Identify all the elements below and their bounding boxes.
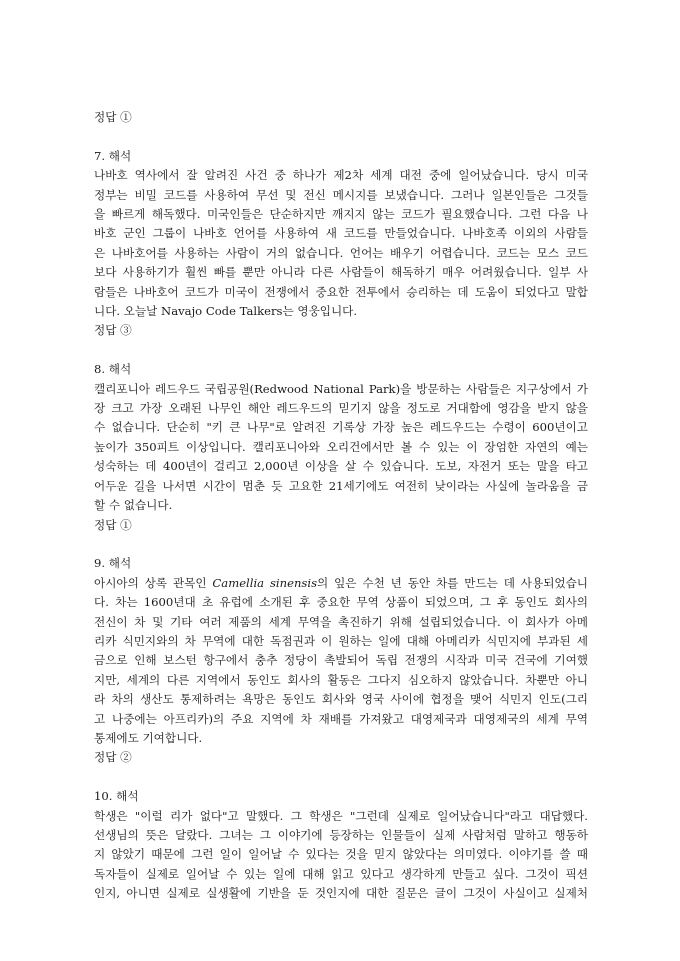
paragraph-line: 독자들이 실제로 일어날 수 있는 일에 대해 읽고 있다고 생각하게 만들고 싶다. 그것이 픽션 xyxy=(94,866,588,881)
answer-9: 정답 ② xyxy=(94,750,132,765)
paragraph-line: 금으로 인해 보스턴 항구에서 충추 정당이 촉발되어 독립 전쟁의 시작과 미국 건국에 기여했 xyxy=(94,653,588,668)
paragraph-line: 인지, 아니면 실제로 실생활에 기반을 둔 것인지에 대한 질문은 글이 그것이 사실이고 실제처 xyxy=(94,886,588,901)
section-heading: 10. 해석 xyxy=(94,789,139,804)
section-heading: 7. 해석 xyxy=(94,148,132,163)
paragraph-line: 은 나바호어를 사용하는 사람이 거의 없습니다. 언어는 배우기 어렵습니다. 코드는 모스 코드 xyxy=(94,245,588,260)
paragraph-line xyxy=(94,574,588,593)
paragraph-line: 보다 사용하기가 훨씬 빠를 뿐만 아니라 다른 사람들이 해독하기 매우 어려웠습니다. 일부 사 xyxy=(94,265,588,280)
paragraph-line: 리카 식민지와의 차 무역에 대한 독점권과 이 원하는 일에 대해 아메리카 식민지에 부과된 세 xyxy=(94,633,588,648)
paragraph-line: 성숙하는 데 400년이 걸리고 2,000년 이상을 살 수 있습니다. 도보, 자전거 또는 말을 타고 xyxy=(94,459,588,474)
paragraph-line: 높이가 350피트 이상입니다. 캘리포니아와 오리건에서만 볼 수 있는 이 장엄한 자연의 예는 xyxy=(94,439,588,454)
section-8 xyxy=(94,360,588,535)
paragraph-line: 선생님의 뜻은 달랐다. 그녀는 그 이야기에 등장하는 인물들이 실제 사람처럼 말하고 행동하 xyxy=(94,827,588,842)
section-heading: 8. 해석 xyxy=(94,362,132,377)
paragraph-line: 니다. 오늘날 Navajo Code Talkers는 영웅입니다. xyxy=(94,304,358,319)
answer-8: 정답 ① xyxy=(94,517,132,532)
spacer xyxy=(94,535,588,554)
paragraph-line: 장 크고 가장 오래된 나무인 해안 레드우드의 믿기지 않을 정도로 거대함에 영감을 받지 않을 xyxy=(94,401,588,416)
document-page xyxy=(94,108,588,904)
paragraph-line: 캘리포니아 레드우드 국립공원(Redwood National Park)을 방문하는 사람들은 지구상에서 가 xyxy=(94,381,588,396)
paragraph-line: 바호 군인 그룹이 나바호 언어를 사용하여 새 코드를 만들었습니다. 나바호족 이외의 사람들 xyxy=(94,226,588,241)
paragraph-line: 통제에도 기여합니다. xyxy=(94,730,203,745)
paragraph-line: 할 수 없습니다. xyxy=(94,498,173,513)
section-9 xyxy=(94,554,588,767)
section-heading: 9. 해석 xyxy=(94,556,132,571)
text-segment: 아시아의 상록 관목인 xyxy=(94,575,213,590)
paragraph-line: 다. 차는 1600년대 초 유럽에 소개된 후 중요한 무역 상품이 되었으며, 그 후 동인도 회사의 xyxy=(94,595,588,610)
spacer xyxy=(94,341,588,360)
spacer xyxy=(94,768,588,787)
paragraph-line: 람들은 나바호어 코드가 미국이 전쟁에서 중요한 전투에서 승리하는 데 도움이 되었다고 말합 xyxy=(94,284,588,299)
paragraph-line: 라 차의 생산도 통제하려는 욕망은 동인도 회사와 영국 사이에 협정을 맺어 식민지 인도(그리 xyxy=(94,692,588,707)
paragraph-line: 수 없습니다. 단순히 "키 큰 나무"로 알려진 기록상 가장 높은 레드우드는 수령이 600년이고 xyxy=(94,420,588,435)
paragraph-line: 을 빠르게 해독했다. 미국인들은 단순하지만 깨지지 않는 코드가 필요했습니다. 그런 다음 나 xyxy=(94,207,588,222)
paragraph-line: 어두운 길을 나서면 시간이 멈춘 듯 고요한 21세기에도 여전히 낮이라는 사실에 놀라움을 금 xyxy=(94,478,588,493)
answer-7: 정답 ③ xyxy=(94,323,132,338)
paragraph-line: 나바호 역사에서 잘 알려진 사건 중 하나가 제2차 세계 대전 중에 일어났습니다. 당시 미국 xyxy=(94,168,588,183)
paragraph-line: 지만, 세계의 다른 지역에서 동인도 회사의 활동은 그다지 심오하지 않았습니다. 차뿐만 아니 xyxy=(94,672,588,687)
answer-6: 정답 ① xyxy=(94,110,132,124)
scientific-name: Camellia sinensis xyxy=(212,575,318,590)
spacer xyxy=(94,127,588,146)
paragraph-line: 지 않았기 때문에 그런 일이 일어날 수 있다는 것을 믿지 않았다는 의미였다. 이야기를 쓸 때 xyxy=(94,847,588,862)
section-7 xyxy=(94,147,588,341)
text-segment: 의 잎은 수천 년 동안 차를 만드는 데 사용되었습니 xyxy=(317,575,588,590)
section-10 xyxy=(94,787,588,903)
paragraph-line: 전신이 차 및 기타 여러 제품의 세계 무역을 촉진하기 위해 설립되었습니다. 이 회사가 아메 xyxy=(94,614,588,629)
paragraph-line: 학생은 "이럴 리가 없다"고 말했다. 그 학생은 "그런데 실제로 일어났습니다"라고 대답했다. xyxy=(94,808,588,823)
paragraph-line: 고 나중에는 아프리카)의 주요 지역에 차 재배를 가져왔고 대영제국과 대영제국의 세계 무역 xyxy=(94,711,588,726)
paragraph-line: 정부는 비밀 코드를 사용하여 무선 및 전신 메시지를 보냈습니다. 그러나 일본인들은 그것들 xyxy=(94,187,588,202)
